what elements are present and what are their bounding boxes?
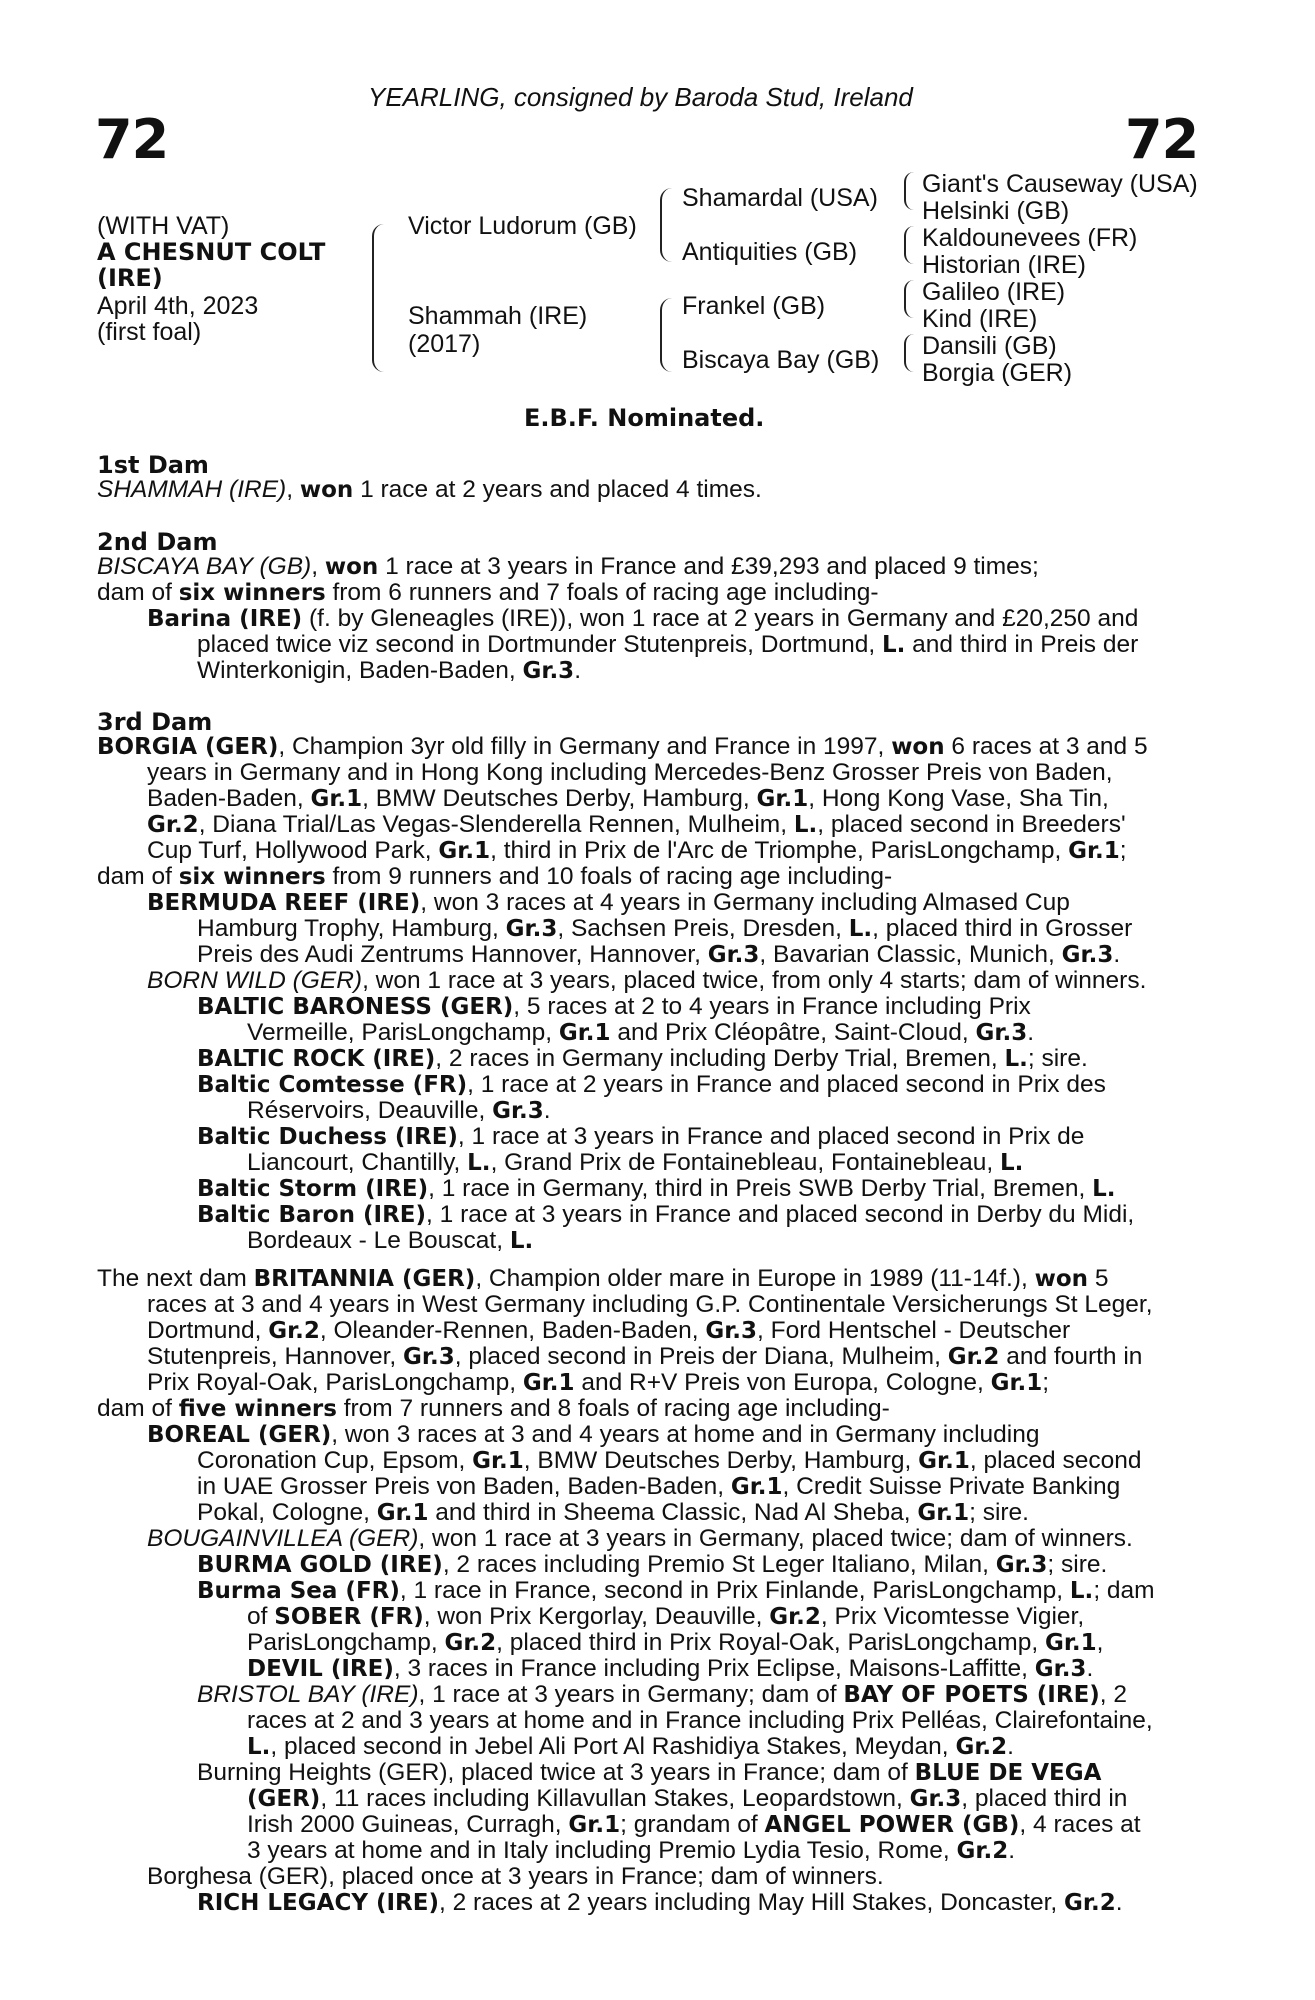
- text: .: [1086, 1655, 1094, 1682]
- grade: Gr.1: [1044, 1630, 1097, 1656]
- pedigree-gg8: Borgia (GER): [922, 359, 1073, 387]
- text: Réservoirs, Deauville,: [247, 1097, 493, 1124]
- text: of: [247, 1603, 275, 1630]
- text: , Prix Vicomtesse Vigier,: [820, 1603, 1085, 1630]
- text: and Prix Cléopâtre, Saint-Cloud,: [610, 1019, 976, 1046]
- horse-name: BURMA GOLD (IRE): [197, 1552, 443, 1578]
- text: , 2 races in Germany including Derby Trial, Bremen,: [435, 1045, 1005, 1072]
- pedigree-sire-dam: Antiquities (GB): [682, 238, 858, 266]
- pedigree-bracket-main: [372, 224, 384, 372]
- third-dam-title: 3rd Dam: [97, 708, 213, 736]
- text: ; grandam of: [620, 1811, 765, 1838]
- horse-name: RICH LEGACY (IRE): [197, 1890, 439, 1916]
- text: (f. by Gleneagles (IRE)), won 1 race at 2 years in Germany and £20,250 and: [302, 605, 1139, 632]
- text: , Champion 3yr old filly in Germany and France in 1997,: [278, 733, 892, 760]
- pedigree-dam-year: (2017): [408, 330, 481, 358]
- text: , Champion older mare in Europe in 1989 (11-14f.),: [475, 1265, 1035, 1292]
- text: , won Prix Kergorlay, Deauville,: [423, 1603, 770, 1630]
- lot-number-right: 72: [1125, 108, 1199, 171]
- grade: Gr.1: [438, 838, 491, 864]
- text: ParisLongchamp,: [247, 1629, 445, 1656]
- grade: Gr.3: [403, 1344, 455, 1370]
- text: , 2 races at 2 years including May Hill Stakes, Doncaster,: [439, 1889, 1065, 1916]
- pedigree-gg2: Helsinki (GB): [922, 197, 1070, 225]
- text: in UAE Grosser Preis von Baden, Baden-Baden,: [197, 1473, 731, 1500]
- next-dam-section: [97, 1266, 1203, 1916]
- text: Burning Heights (GER), placed twice at 3 years in France; dam of: [197, 1759, 915, 1786]
- pedigree-bracket-g2: [904, 226, 914, 264]
- text: Stutenpreis, Hannover,: [147, 1343, 404, 1370]
- pedigree-dam: Shammah (IRE): [408, 302, 588, 330]
- grade: Gr.3: [995, 1552, 1048, 1578]
- pedigree-gg6: Kind (IRE): [922, 305, 1038, 333]
- text: years in Germany and in Hong Kong including Mercedes-Benz Grosser Preis von Baden,: [147, 759, 1113, 786]
- text: Preis des Audi Zentrums Hannover, Hannover,: [197, 941, 708, 968]
- text: , won 3 races at 4 years in Germany including Almased Cup: [420, 889, 1070, 916]
- grade: Gr.2: [1064, 1890, 1116, 1916]
- grade: L.: [509, 1228, 534, 1254]
- pedigree-gg5: Galileo (IRE): [922, 278, 1066, 306]
- horse-name: BORN WILD (GER): [147, 967, 363, 994]
- grade: L.: [793, 812, 818, 838]
- grade: Gr.3: [505, 916, 558, 942]
- text: , 5 races at 2 to 4 years in France including Prix: [513, 993, 1031, 1020]
- text: , Bavarian Classic, Munich,: [759, 941, 1062, 968]
- dam-name: BORGIA (GER): [97, 734, 279, 760]
- grade: Gr.1: [310, 786, 363, 812]
- horse-name: DEVIL (IRE): [247, 1656, 394, 1682]
- text: , 1 race at 2 years in France and placed second in Prix des: [467, 1071, 1106, 1098]
- text: , 2 races including Premio St Leger Italiano, Milan,: [442, 1551, 996, 1578]
- text: .: [1113, 941, 1121, 968]
- text: from 9 runners and 10 foals of racing age including-: [325, 863, 893, 890]
- text: Cup Turf, Hollywood Park,: [147, 837, 439, 864]
- lot-subtitle: YEARLING, consigned by Baroda Stud, Ireland: [368, 82, 913, 112]
- pedigree-sire-sire: Shamardal (USA): [682, 184, 878, 212]
- third-dam-section: [97, 734, 1203, 1254]
- text: , 11 races including Killavullan Stakes, Leopardstown,: [320, 1785, 910, 1812]
- lot-number-left: 72: [95, 108, 169, 171]
- text: Prix Royal-Oak, ParisLongchamp,: [147, 1369, 523, 1396]
- grade: Gr.2: [947, 1344, 1000, 1370]
- text: , 1 race at 3 years in Germany; dam of: [418, 1681, 844, 1708]
- grade: L.: [467, 1150, 491, 1176]
- text: races at 2 and 3 years at home and in France including Prix Pelléas, Clairefontaine,: [247, 1707, 1153, 1734]
- grade: Gr.3: [909, 1786, 962, 1812]
- horse-name: Baltic Storm (IRE): [197, 1176, 429, 1202]
- won-label: won: [1034, 1266, 1089, 1292]
- horse-name: BAY OF POETS (IRE): [843, 1682, 1100, 1708]
- text: ,: [311, 553, 325, 580]
- grade: Gr.2: [444, 1630, 497, 1656]
- text: from 7 runners and 8 foals of racing age including-: [336, 1395, 890, 1422]
- text: , won 1 race at 3 years, placed twice, from only 4 starts; dam of winners.: [362, 967, 1147, 994]
- grade: L.: [1092, 1176, 1116, 1202]
- pedigree-gg1: Giant's Causeway (USA): [922, 170, 1198, 198]
- text: ; sire.: [1027, 1045, 1088, 1072]
- text: , placed third in Grosser: [872, 915, 1133, 942]
- text: .: [1027, 1019, 1035, 1046]
- text: ; sire.: [969, 1499, 1029, 1526]
- horse-name: Baltic Duchess (IRE): [197, 1124, 458, 1150]
- text: races at 3 and 4 years in West Germany including G.P. Continentale Versicherungs St Leger,: [147, 1291, 1153, 1318]
- grade: L.: [881, 632, 906, 658]
- pedigree-sire: Victor Ludorum (GB): [408, 212, 637, 240]
- text: , Grand Prix de Fontainebleau, Fontainebleau,: [490, 1149, 1000, 1176]
- grade: Gr.1: [990, 1370, 1043, 1396]
- text: ,: [286, 476, 300, 503]
- grade: Gr.3: [707, 942, 760, 968]
- horse-name: Baltic Baron (IRE): [197, 1202, 427, 1228]
- pedigree-bracket-sire: [660, 188, 672, 262]
- text: , Ford Hentschel - Deutscher: [757, 1317, 1071, 1344]
- text: , placed third in: [961, 1785, 1128, 1812]
- horse-name: BOREAL (GER): [147, 1422, 332, 1448]
- text: , 1 race in Germany, third in Preis SWB Derby Trial, Bremen,: [428, 1175, 1093, 1202]
- pedigree-bracket-g4: [904, 334, 914, 372]
- text: , placed third in Prix Royal-Oak, ParisLongchamp,: [496, 1629, 1045, 1656]
- grade: L.: [848, 916, 873, 942]
- text: , placed second in Preis der Diana, Mulheim,: [454, 1343, 948, 1370]
- text: and R+V Preis von Europa, Cologne,: [574, 1369, 991, 1396]
- text: The next dam: [97, 1265, 254, 1292]
- text: dam of: [97, 1395, 179, 1422]
- pedigree-gg4: Historian (IRE): [922, 251, 1086, 279]
- horse-dob: April 4th, 2023: [97, 292, 259, 320]
- text: 1 race at 2 years and placed 4 times.: [353, 476, 762, 503]
- text: , 1 race in France, second in Prix Finlande, ParisLongchamp,: [399, 1577, 1070, 1604]
- horse-name: Baltic Comtesse (FR): [197, 1072, 468, 1098]
- grade: Gr.1: [730, 1474, 783, 1500]
- text: ;: [1042, 1369, 1050, 1396]
- pedigree-bracket-dam: [660, 298, 672, 372]
- text: , 4 races at: [1019, 1811, 1141, 1838]
- text: placed twice viz second in Dortmunder Stutenpreis, Dortmund,: [197, 631, 882, 658]
- pedigree-dam-sire: Frankel (GB): [682, 292, 826, 320]
- grade: Gr.3: [975, 1020, 1028, 1046]
- horse-name: (GER): [247, 1786, 321, 1812]
- horse-name: BERMUDA REEF (IRE): [147, 890, 421, 916]
- horse-name: Burma Sea (FR): [197, 1578, 400, 1604]
- ebf-nominated: E.B.F. Nominated.: [524, 404, 765, 432]
- text: 6 races at 3 and 5: [944, 733, 1148, 760]
- grade: Gr.1: [522, 1370, 575, 1396]
- won-label: won: [299, 477, 354, 503]
- text: and third in Sheema Classic, Nad Al Sheba,: [428, 1499, 918, 1526]
- dam-name: BRITANNIA (GER): [253, 1266, 476, 1292]
- winners-count: six winners: [178, 580, 326, 606]
- text: ;: [1119, 837, 1127, 864]
- text: Baden-Baden,: [147, 785, 311, 812]
- grade: Gr.2: [147, 812, 199, 838]
- horse-name: SOBER (FR): [274, 1604, 424, 1630]
- grade: Gr.3: [705, 1318, 758, 1344]
- grade: Gr.3: [492, 1098, 544, 1124]
- winners-count: six winners: [178, 864, 326, 890]
- text: , Hong Kong Vase, Sha Tin,: [808, 785, 1109, 812]
- pedigree-dam-dam: Biscaya Bay (GB): [682, 346, 880, 374]
- pedigree-gg7: Dansili (GB): [922, 332, 1057, 360]
- grade: Gr.2: [955, 1734, 1008, 1760]
- grade: Gr.1: [917, 1500, 970, 1526]
- text: .: [1115, 1889, 1123, 1916]
- text: 3 years at home and in Italy including Premio Lydia Tesio, Rome,: [247, 1837, 957, 1864]
- text: Hamburg Trophy, Hamburg,: [197, 915, 506, 942]
- grade: Gr.2: [769, 1604, 821, 1630]
- text: , placed second in Breeders': [817, 811, 1126, 838]
- second-dam-section: [97, 554, 1203, 684]
- text: , placed second: [969, 1447, 1142, 1474]
- grade: Gr.3: [1061, 942, 1114, 968]
- pedigree-bracket-g3: [904, 280, 914, 318]
- text: and fourth in: [999, 1343, 1143, 1370]
- text: Vermeille, ParisLongchamp,: [247, 1019, 559, 1046]
- dam-name: SHAMMAH (IRE): [97, 476, 287, 503]
- text: , won 3 races at 3 and 4 years at home and in Germany including: [331, 1421, 1040, 1448]
- text: , Sachsen Preis, Dresden,: [557, 915, 849, 942]
- grade: Gr.1: [568, 1812, 621, 1838]
- text: .: [1007, 1733, 1014, 1760]
- horse-name: BLUE DE VEGA: [914, 1760, 1102, 1786]
- text: Bordeaux - Le Bouscat,: [247, 1227, 510, 1254]
- horse-country: (IRE): [97, 264, 163, 292]
- text: ,: [1096, 1629, 1104, 1656]
- winners-count: five winners: [178, 1396, 337, 1422]
- text: dam of: [97, 863, 179, 890]
- text: ; dam: [1093, 1577, 1155, 1604]
- won-label: won: [891, 734, 945, 760]
- grade: Gr.1: [376, 1500, 429, 1526]
- text: Pokal, Cologne,: [197, 1499, 377, 1526]
- text: from 6 runners and 7 foals of racing age including-: [325, 579, 879, 606]
- won-label: won: [324, 554, 379, 580]
- horse-name: BALTIC BARONESS (GER): [197, 994, 514, 1020]
- text: dam of: [97, 579, 179, 606]
- text: and third in Preis der: [905, 631, 1139, 658]
- text: , Credit Suisse Private Banking: [782, 1473, 1121, 1500]
- text: , BMW Deutsches Derby, Hamburg,: [362, 785, 757, 812]
- text: , won 1 race at 3 years in Germany, placed twice; dam of winners.: [418, 1525, 1133, 1552]
- grade: Gr.2: [956, 1838, 1009, 1864]
- horse-name: Barina (IRE): [147, 606, 303, 632]
- grade: Gr.1: [558, 1020, 611, 1046]
- grade: Gr.3: [522, 658, 575, 684]
- text: Liancourt, Chantilly,: [247, 1149, 468, 1176]
- grade: L.: [1069, 1578, 1094, 1604]
- text: .: [574, 657, 581, 684]
- second-dam-title: 2nd Dam: [97, 528, 218, 556]
- text: , placed second in Jebel Ali Port Al Rashidiya Stakes, Meydan,: [270, 1733, 956, 1760]
- horse-name: ANGEL POWER (GB): [764, 1812, 1020, 1838]
- grade: Gr.1: [756, 786, 809, 812]
- text: .: [543, 1097, 551, 1124]
- text: ; sire.: [1047, 1551, 1108, 1578]
- text: , Oleander-Rennen, Baden-Baden,: [319, 1317, 706, 1344]
- horse-name: A CHESNUT COLT: [97, 238, 326, 266]
- text: , third in Prix de l'Arc de Triomphe, ParisLongchamp,: [490, 837, 1069, 864]
- grade: Gr.2: [268, 1318, 320, 1344]
- grade: Gr.1: [1068, 838, 1120, 864]
- text: 1 race at 3 years in France and £39,293 and placed 9 times;: [378, 553, 1039, 580]
- text: Irish 2000 Guineas, Curragh,: [247, 1811, 569, 1838]
- grade: L.: [999, 1150, 1024, 1176]
- grade: Gr.3: [1034, 1656, 1087, 1682]
- grade: L.: [247, 1734, 271, 1760]
- text: , BMW Deutsches Derby, Hamburg,: [523, 1447, 919, 1474]
- text: 5: [1088, 1265, 1109, 1292]
- first-dam-title: 1st Dam: [97, 451, 209, 479]
- horse-name: BRISTOL BAY (IRE): [197, 1681, 419, 1708]
- text: Dortmund,: [147, 1317, 269, 1344]
- text: .: [1008, 1837, 1016, 1864]
- text: Winterkonigin, Baden-Baden,: [197, 657, 523, 684]
- horse-name: BOUGAINVILLEA (GER): [147, 1525, 419, 1552]
- grade: Gr.1: [472, 1448, 524, 1474]
- dam-name: BISCAYA BAY (GB): [97, 553, 312, 580]
- text: , 1 race at 3 years in France and placed second in Prix de: [457, 1123, 1085, 1150]
- grade: L.: [1004, 1046, 1028, 1072]
- text: , 3 races in France including Prix Eclipse, Maisons-Laffitte,: [393, 1655, 1035, 1682]
- pedigree-gg3: Kaldounevees (FR): [922, 224, 1138, 252]
- text: , Diana Trial/Las Vegas-Slenderella Rennen, Mulheim,: [198, 811, 794, 838]
- text: , 2: [1099, 1681, 1128, 1708]
- first-dam-section: [97, 477, 1203, 503]
- pedigree-bracket-g1: [904, 172, 914, 210]
- vat-note: (WITH VAT): [97, 212, 230, 240]
- text: Coronation Cup, Epsom,: [197, 1447, 473, 1474]
- horse-note: (first foal): [97, 318, 202, 346]
- text: Borghesa (GER), placed once at 3 years in France; dam of winners.: [147, 1863, 884, 1890]
- horse-name: BALTIC ROCK (IRE): [197, 1046, 436, 1072]
- grade: Gr.1: [918, 1448, 970, 1474]
- text: , 1 race at 3 years in France and placed second in Derby du Midi,: [426, 1201, 1135, 1228]
